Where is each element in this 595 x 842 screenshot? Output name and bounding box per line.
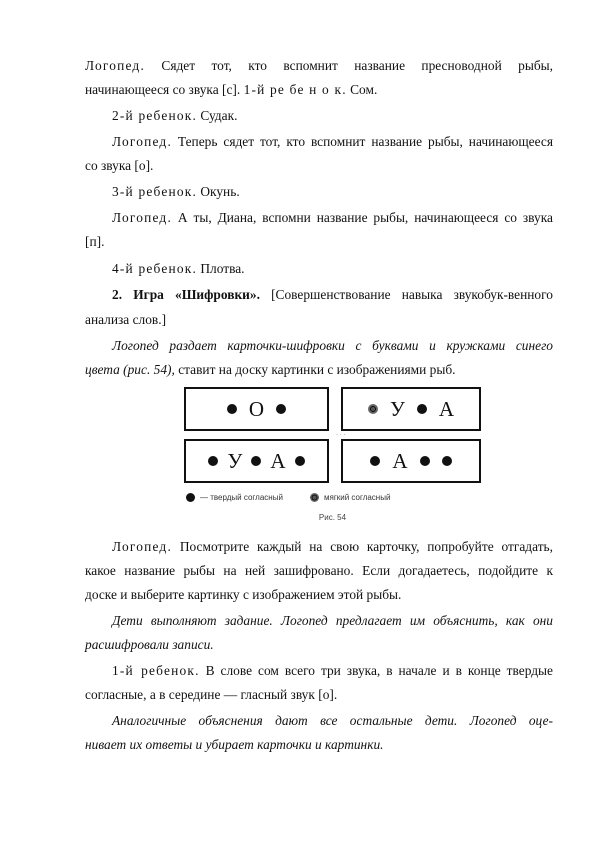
paragraph-line [112,539,553,555]
vowel-letter: У [389,396,405,421]
text: Плотва. [197,261,245,276]
hard-consonant-dot [276,404,286,414]
paragraph-line [85,637,553,653]
vowel-letter: У [227,448,243,473]
text: Сом. [346,82,378,97]
paragraph-line [85,587,553,603]
paragraph-line [112,713,553,729]
hard-consonant-dot [186,493,195,502]
text: нивает их ответы и убирает карточки и картинки. [85,737,384,752]
text: Судак. [197,108,238,123]
text: расшифровали записи. [85,637,214,652]
paragraph-line [112,287,553,303]
vowel-letter: А [270,448,286,473]
hard-consonant-dot [227,404,237,414]
paragraph-line [85,234,553,250]
hard-consonant-dot [295,456,305,466]
text: доске и выберите картинку с изображением этой рыбы. [85,587,402,602]
hard-consonant-dot [251,456,261,466]
paragraph-line [85,58,553,74]
soft-consonant-dot [310,493,319,502]
paragraph-line [85,312,553,328]
paragraph-line [85,687,553,703]
paragraph-line [112,134,553,150]
speaker-label: Логопед. [112,210,172,225]
hard-consonant-dot [370,456,380,466]
paragraph-line [85,737,553,753]
cipher-card [184,387,329,431]
text: [Совершенствование навыка звукобук-венного [259,287,553,302]
speaker-label: 3-й ребенок. [112,184,198,199]
vowel-letter: А [392,448,408,473]
cipher-card [184,439,329,483]
text: согласные, а в середине — гласный звук [о]. [85,687,338,702]
text: Логопед раздает карточки-шифровки с буквами и кружками синего [112,338,553,353]
section-title: 2. Игра «Шифровки». [112,287,260,302]
text: Сядет тот, кто вспомнит название пресноводной рыбы, [161,58,553,73]
text: какое название рыбы на ней зашифровано. Если догадаетесь, подойдите к [85,563,553,578]
speaker-label: 2-й ребенок. [112,108,198,123]
paragraph-line [112,108,580,124]
hard-consonant-dot [442,456,452,466]
text: Окунь. [197,184,240,199]
paragraph-line [112,613,553,629]
paragraph-line [85,563,553,579]
speaker-label: 1-й ребенок. [112,663,200,678]
mark: · · · [336,432,346,438]
speaker-label: Логопед. [85,58,145,73]
paragraph-line [112,210,553,226]
text: начинающееся со звука [с]. [85,82,244,97]
text: анализа слов.] [85,312,167,327]
text: В слове сом всего три звука, в начале и в конце твердые [199,663,553,678]
text: Аналогичные объяснения дают все остальные дети. Логопед оце- [112,713,553,728]
legend-label: мягкий согласный [324,493,391,502]
hard-consonant-dot [208,456,218,466]
text: цвета (рис. 54), [85,362,175,377]
paragraph-line [85,82,553,98]
paragraph-line [112,261,580,277]
text: Дети выполняют задание. Логопед предлагает им объяснить, как они [112,613,553,628]
soft-consonant-dot [368,404,378,414]
text: ставит на доску картинки с изображениями рыб. [174,362,456,377]
vowel-letter: О [248,396,265,421]
hard-consonant-dot [417,404,427,414]
speaker-label: 4-й ребенок. [112,261,198,276]
speaker-label: Логопед. [112,539,172,554]
speaker-label: Логопед. [112,134,172,149]
legend-soft [310,493,390,502]
paragraph-line [85,362,553,378]
text: [п]. [85,234,105,249]
text: А ты, Диана, вспомни название рыбы, начинающееся со звука [172,210,553,225]
legend-label: — твердый согласный [200,493,283,502]
paragraph-line [85,158,553,174]
text: со звука [о]. [85,158,154,173]
cipher-card [341,387,481,431]
paragraph-line [112,663,553,679]
vowel-letter: А [438,396,455,421]
text: Теперь сядет тот, кто вспомнит название рыбы, начинающееся [172,134,553,149]
cipher-card [341,439,481,483]
legend-hard [186,493,283,502]
speaker-label: 1-й ре бе н о к. [243,82,347,97]
paragraph-line [112,338,553,354]
figure-caption: Рис. 54 [318,513,347,522]
paragraph-line [112,184,580,200]
text: Посмотрите каждый на свою карточку, попробуйте отгадать, [172,539,553,554]
hard-consonant-dot [420,456,430,466]
